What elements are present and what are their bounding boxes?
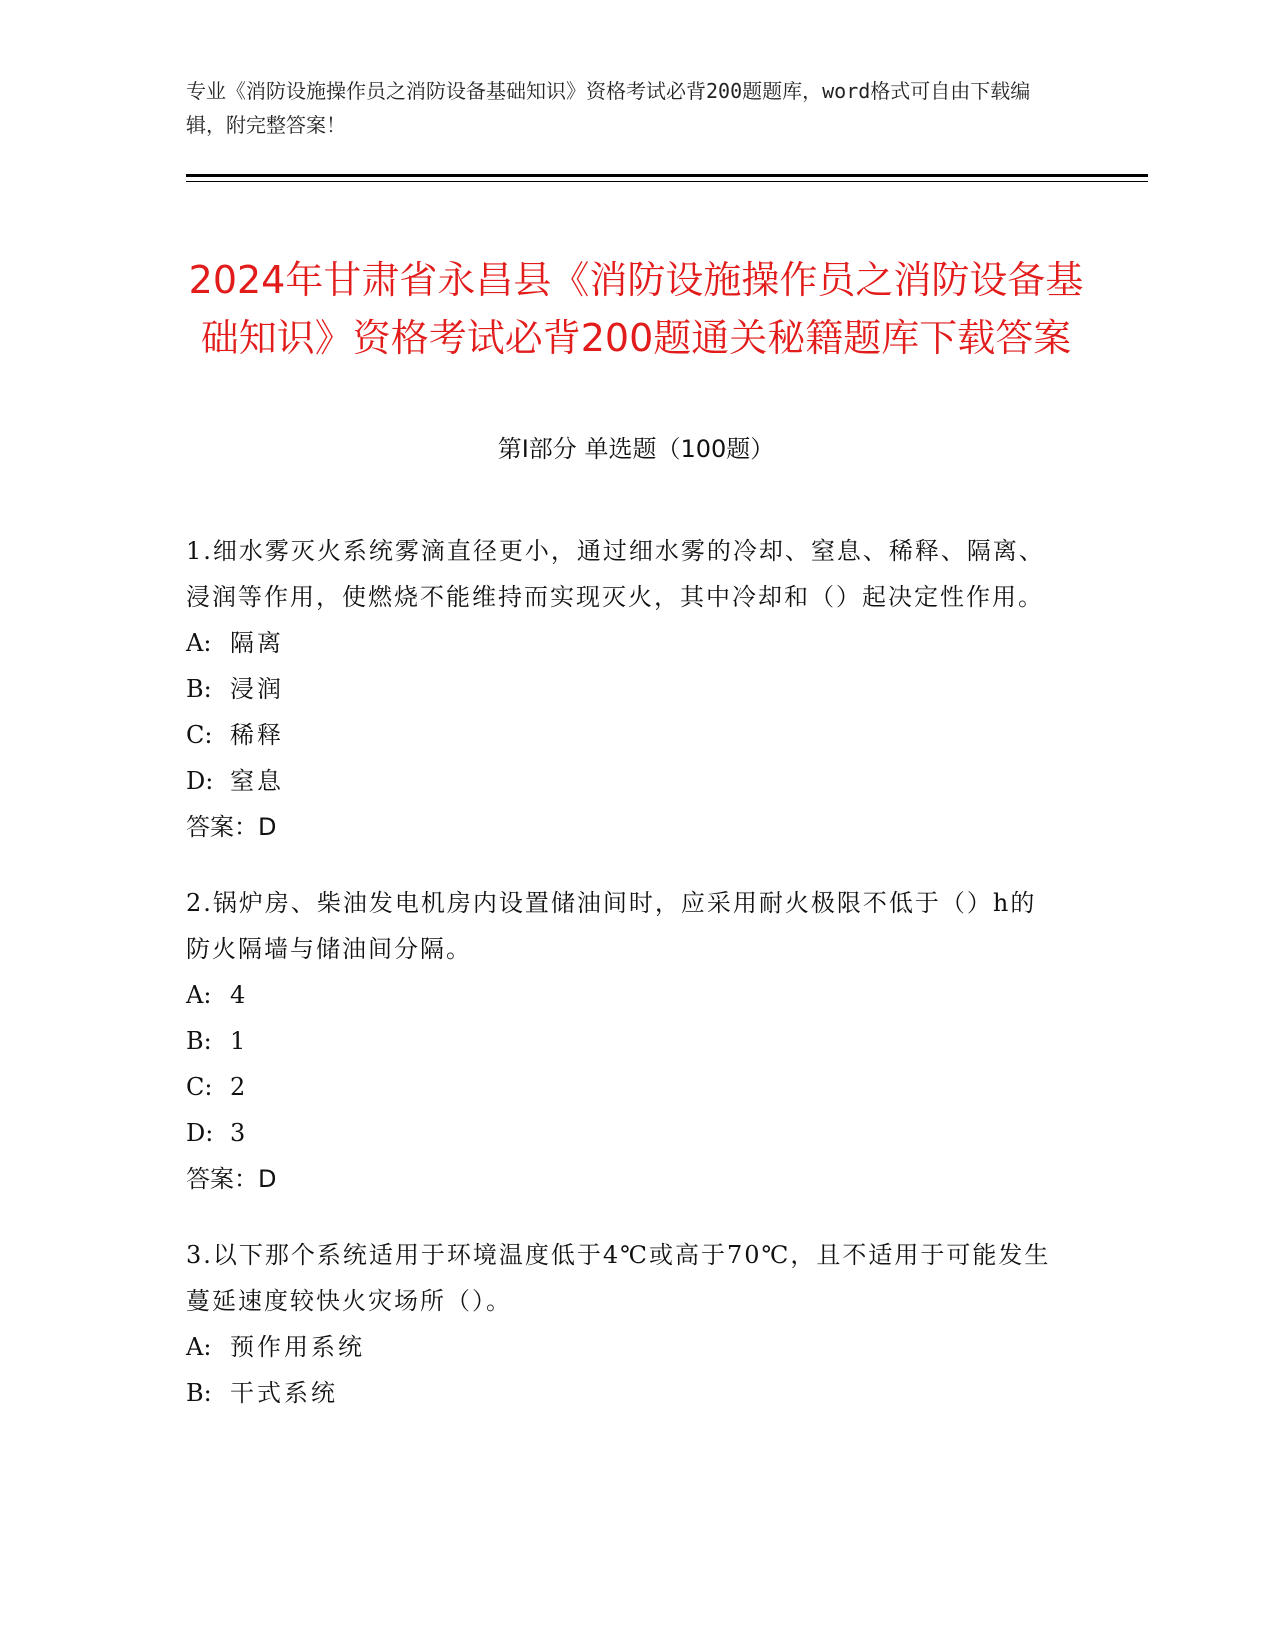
question-1 xyxy=(186,528,1056,850)
option-text: 1 xyxy=(230,1027,249,1055)
header-rule-thin xyxy=(186,181,1148,182)
question-2 xyxy=(186,880,1056,1202)
option-text: 稀释 xyxy=(230,721,284,749)
option-letter: B: xyxy=(186,1027,212,1055)
question-stem: 3.以下那个系统适用于环境温度低于4℃或高于70℃，且不适用于可能发生蔓延速度较快火灾场所（）。 xyxy=(186,1241,1051,1315)
option-c xyxy=(186,712,1056,758)
option-letter: D: xyxy=(186,767,214,795)
option-text: 2 xyxy=(230,1073,249,1101)
option-letter: B: xyxy=(186,1379,212,1407)
option-letter: C: xyxy=(186,1073,213,1101)
option-b xyxy=(186,666,1056,712)
option-text: 4 xyxy=(230,981,249,1009)
answer: 答案：D xyxy=(186,813,277,841)
option-letter: A: xyxy=(186,629,212,657)
question-list xyxy=(186,528,1056,1446)
option-b xyxy=(186,1370,1056,1416)
option-text: 干式系统 xyxy=(230,1379,338,1407)
option-text: 浸润 xyxy=(230,675,284,703)
header-note: 专业《消防设施操作员之消防设备基础知识》资格考试必背200题题库，word格式可自由下载编辑，附完整答案！ xyxy=(186,79,1031,137)
option-letter: C: xyxy=(186,721,213,749)
option-text: 隔离 xyxy=(230,629,284,657)
option-text: 预作用系统 xyxy=(230,1333,365,1361)
answer: 答案：D xyxy=(186,1165,277,1193)
option-letter: A: xyxy=(186,981,212,1009)
section-title: 第I部分 单选题（100题） xyxy=(497,435,775,463)
question-3 xyxy=(186,1232,1056,1416)
option-a xyxy=(186,972,1056,1018)
option-b xyxy=(186,1018,1056,1064)
option-d xyxy=(186,758,1056,804)
option-letter: B: xyxy=(186,675,212,703)
option-d xyxy=(186,1110,1056,1156)
option-c xyxy=(186,1064,1056,1110)
header-rule-thick xyxy=(186,174,1148,177)
question-stem: 1.细水雾灭火系统雾滴直径更小，通过细水雾的冷却、窒息、稀释、隔离、浸润等作用，使燃烧不能维持而实现灭火，其中冷却和（）起决定性作用。 xyxy=(186,537,1045,611)
option-letter: D: xyxy=(186,1119,214,1147)
option-text: 3 xyxy=(230,1119,249,1147)
question-stem: 2.锅炉房、柴油发电机房内设置储油间时，应采用耐火极限不低于（）h的防火隔墙与储油间分隔。 xyxy=(186,889,1037,963)
option-a xyxy=(186,1324,1056,1370)
document-title: 2024年甘肃省永昌县《消防设施操作员之消防设备基础知识》资格考试必背200题通关秘籍题库下载答案 xyxy=(188,258,1084,361)
option-a xyxy=(186,620,1056,666)
option-text: 窒息 xyxy=(230,767,284,795)
option-letter: A: xyxy=(186,1333,212,1361)
